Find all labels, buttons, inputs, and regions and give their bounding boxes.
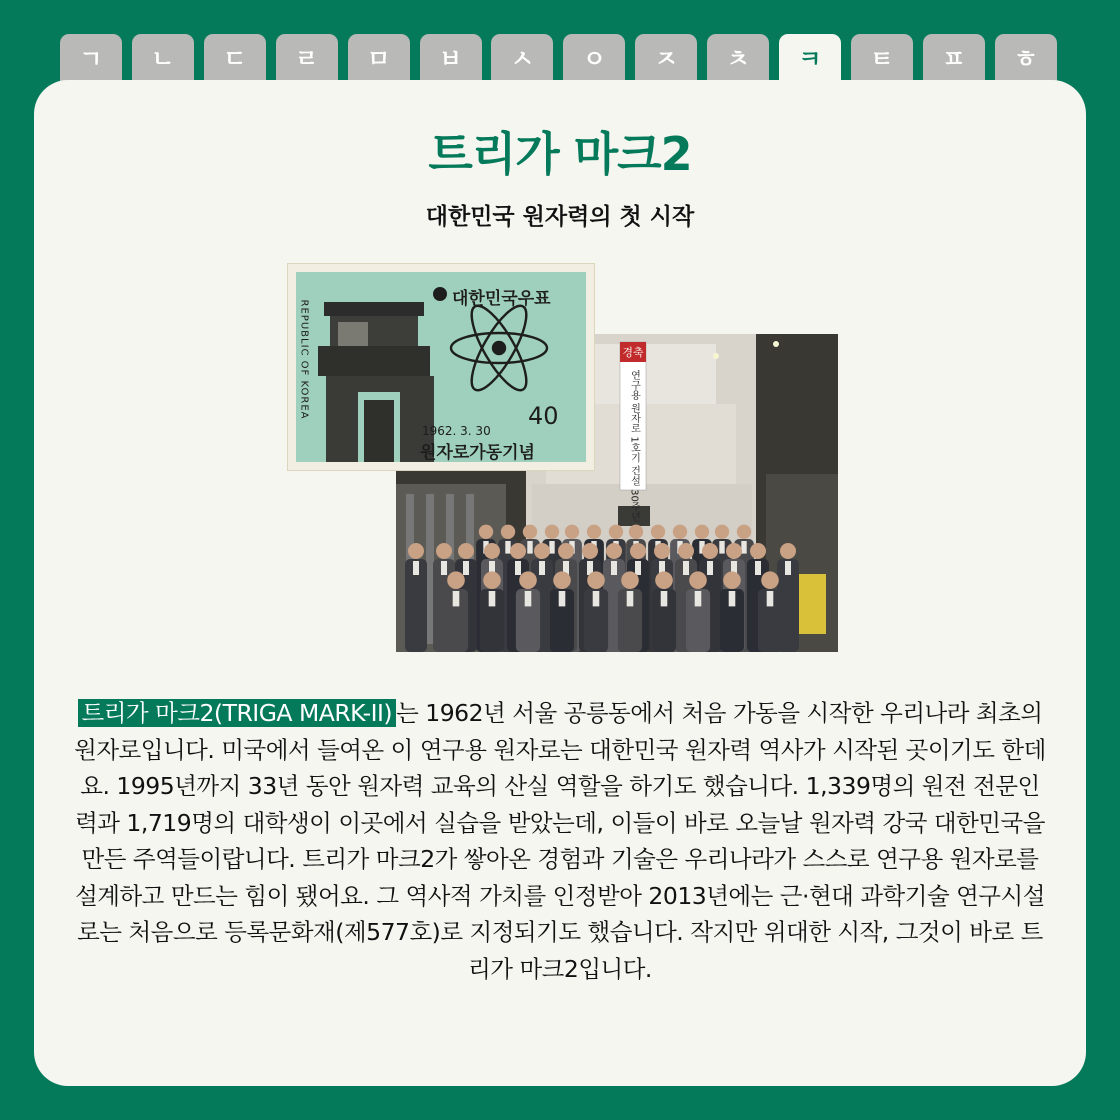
banner-head: 경축 <box>622 346 644 359</box>
tab-14[interactable]: ㅎ <box>995 34 1057 94</box>
person-shirt <box>683 561 689 575</box>
description-paragraph <box>70 695 1050 987</box>
page-title: 트리가 마크2 <box>428 127 692 181</box>
tab-1[interactable]: ㄱ <box>60 34 122 94</box>
tab-4[interactable]: ㄹ <box>276 34 338 94</box>
person-head <box>458 543 474 559</box>
person-shirt <box>767 591 774 606</box>
person-head <box>558 543 574 559</box>
person-head <box>780 543 796 559</box>
tab-3[interactable]: ㄷ <box>204 34 266 94</box>
person-head <box>483 571 501 589</box>
stamp-date: 1962. 3. 30 <box>422 424 491 438</box>
person-shirt <box>515 561 521 575</box>
tab-7[interactable]: ㅅ <box>491 34 553 94</box>
person-head <box>484 543 500 559</box>
person-shirt <box>549 541 554 554</box>
tab-11[interactable]: ㅋ <box>779 34 841 94</box>
person-shirt <box>527 541 532 554</box>
person-head <box>702 543 718 559</box>
person-head <box>689 571 707 589</box>
stamp-caption: 원자로가동기념 <box>420 443 535 462</box>
banner-main: 연구용 원자로 1호기 건설 30주년 <box>628 370 640 522</box>
person-shirt <box>719 541 724 554</box>
person-shirt <box>635 561 641 575</box>
person-head <box>629 525 643 539</box>
tab-2[interactable]: ㄴ <box>132 34 194 94</box>
person-shirt <box>525 591 532 606</box>
person-head <box>761 571 779 589</box>
person-head <box>523 525 537 539</box>
person-head <box>606 543 622 559</box>
person-head <box>726 543 742 559</box>
person-head <box>655 571 673 589</box>
person-head <box>621 571 639 589</box>
person-shirt <box>489 591 496 606</box>
person-head <box>519 571 537 589</box>
person-head <box>545 525 559 539</box>
person-shirt <box>413 561 419 575</box>
person-shirt <box>661 591 668 606</box>
person-head <box>723 571 741 589</box>
tab-5[interactable]: ㅁ <box>348 34 410 94</box>
person-head <box>673 525 687 539</box>
person-head <box>587 525 601 539</box>
person-head <box>737 525 751 539</box>
person-head <box>715 525 729 539</box>
person-head <box>447 571 465 589</box>
person-head <box>582 543 598 559</box>
person-head <box>654 543 670 559</box>
person-head <box>436 543 452 559</box>
person-head <box>510 543 526 559</box>
stamp-country-ko: 대한민국우표 <box>452 289 551 309</box>
person-head <box>534 543 550 559</box>
person-head <box>651 525 665 539</box>
stamp-face <box>296 272 586 462</box>
person-head <box>501 525 515 539</box>
person-shirt <box>785 561 791 575</box>
description-text: 는 1962년 서울 공릉동에서 처음 가동을 시작한 우리나라 최초의 원자로입니다. 미국에서 들여온 이 연구용 원자로는 대한민국 원자력 역사가 시작된 곳이기도 한데요. 1995년까지 33년 동안 원자력 교육의 산실 역할을 하기도 했습니다. 1,339명의 원전 전문인력과 1,719명의 대학생이 이곳에서 실습을 받았는데, 이들이 바로 오늘날 원자력 강국 대한민국을 만든 주역들이랍니다. 트리가 마크2가 쌓아온 경험과 기술은 우리나라가 스스로 연구용 원자로를 설계하고 만드는 힘이 됐어요. 그 역사적 가치를 인정받아 2013년에는 근·현대 과학기술 연구시설로는 처음으로 등록문화재(제577호)로 지정되기도 했습니다. 작지만 위대한 시작, 그것이 바로 트리가 마크2입니다. <box>74 699 1046 983</box>
person-head <box>479 525 493 539</box>
person-shirt <box>729 591 736 606</box>
reactor-stamp <box>288 264 594 470</box>
highlighted-term: 트리가 마크2(TRIGA MARK-II) <box>78 699 397 727</box>
person-shirt <box>505 541 510 554</box>
person-head <box>630 543 646 559</box>
tab-9[interactable]: ㅈ <box>635 34 697 94</box>
person-shirt <box>707 561 713 575</box>
person-shirt <box>539 561 545 575</box>
person-head <box>695 525 709 539</box>
person-shirt <box>441 561 447 575</box>
person-head <box>587 571 605 589</box>
stamp-country-en: REPUBLIC OF KOREA <box>298 299 310 420</box>
person-shirt <box>453 591 460 606</box>
tab-6[interactable]: ㅂ <box>420 34 482 94</box>
person-head <box>609 525 623 539</box>
tab-12[interactable]: ㅌ <box>851 34 913 94</box>
person-shirt <box>755 561 761 575</box>
stamp-value: 40 <box>528 402 559 430</box>
person-head <box>678 543 694 559</box>
tab-13[interactable]: ㅍ <box>923 34 985 94</box>
person-head <box>553 571 571 589</box>
person-shirt <box>741 541 746 554</box>
person-shirt <box>611 561 617 575</box>
tab-10[interactable]: ㅊ <box>707 34 769 94</box>
person-head <box>565 525 579 539</box>
person-shirt <box>695 591 702 606</box>
person-shirt <box>627 591 634 606</box>
page-subtitle: 대한민국 원자력의 첫 시작 <box>425 204 695 230</box>
person-shirt <box>593 591 600 606</box>
person-head <box>408 543 424 559</box>
person-head <box>750 543 766 559</box>
tab-8[interactable]: ㅇ <box>563 34 625 94</box>
person-shirt <box>463 561 469 575</box>
person-shirt <box>559 591 566 606</box>
content-card <box>34 80 1086 1086</box>
